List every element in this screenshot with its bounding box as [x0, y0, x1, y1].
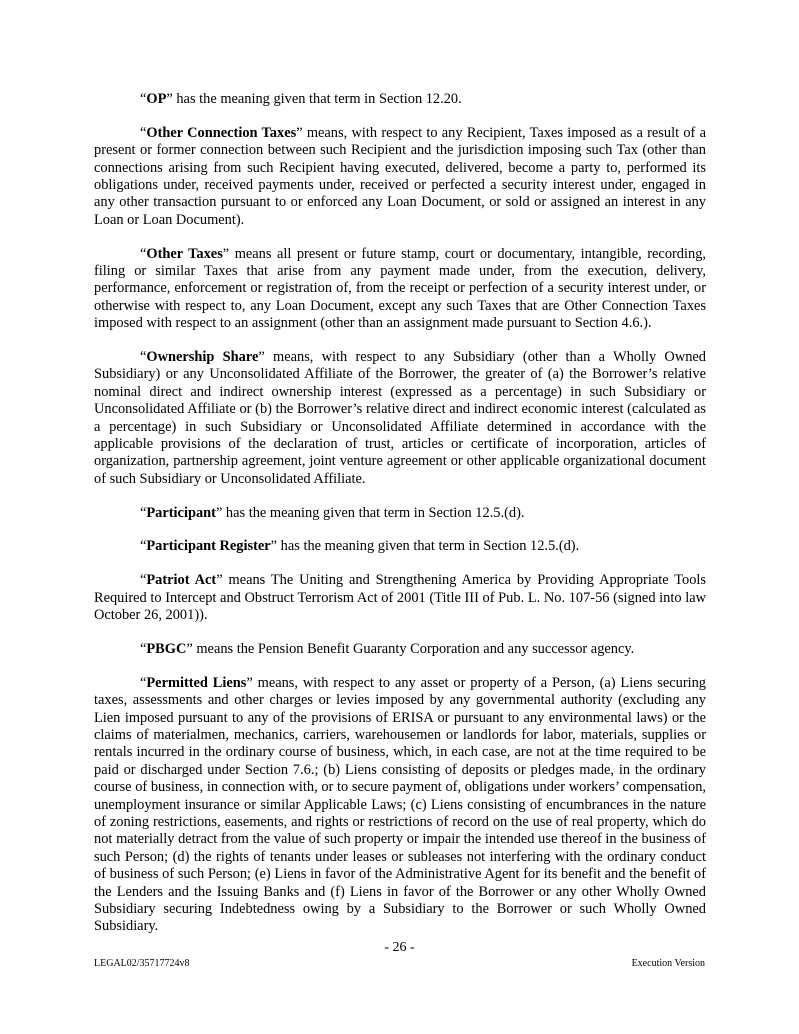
version-label: Execution Version	[631, 958, 705, 969]
definition-participant-register: “Participant Register” has the meaning given that term in Section 12.5.(d).	[140, 538, 580, 555]
definition-ownership-share: “Ownership Share” means, with respect to any Subsidiary (other than a Wholly Owned Subsidiary) or any Unconsolidated Affiliate of the Borrower, the greater of (a) the Borrower’s relative nominal direct and indirect ownership interest (expressed as a percentage) in such Subsidiary or Unconsolidated Affiliate or (b) the Borrower’s relative direct and indirect economic interest (calculated as a percentage) in such Subsidiary or Unconsolidated Affiliate determined in accordance with the applicable provisions of the declaration of trust, articles or certificate of incorporation, articles of organization, partnership agreement, joint venture agreement or other applicable organizational document of such Subsidiary or Unconsolidated Affiliate.	[94, 349, 706, 487]
definition-text: means, with respect to any Subsidiary (other than a Wholly Owned Subsidiary) or any Unconsolidated Affiliate of the Borrower, the greater of (a) the Borrower’s relative nominal direct and indirect ownership interest (expressed as a percentage) in such Subsidiary or Unconsolidated Affiliate or (b) the Borrower’s relative direct and indirect economic interest (calculated as a percentage) in such Subsidiary or Unconsolidated Affiliate determined in accordance with the applicable provisions of the declaration of trust, articles or certificate of incorporation, articles of organization, partnership agreement, joint venture agreement or other applicable organizational document of such Subsidiary or Unconsolidated Affiliate.	[94, 349, 706, 487]
definition-text: means, with respect to any asset or property of a Person, (a) Liens securing taxes, assessments and other charges or levies imposed by any governmental authority (excluding any Lien imposed pursuant to any of the provisions of ERISA or pursuant to any environmental laws) or the claims of materialmen, mechanics, carriers, warehousemen or landlords for labor, materials, supplies or rentals incurred in the ordinary course of business, which, in each case, are not at the time required to be paid or discharged under Section 7.6.; (b) Liens consisting of deposits or pledges made, in the ordinary course of business, in connection with, or to secure payment of, obligations under workers’ compensation, unemployment insurance or similar Applicable Laws; (c) Liens consisting of encumbrances in the nature of zoning restrictions, easements, and rights or restrictions of record on the use of real property, which do not materially detract from the value of such property or impair the intended use thereof in the business of such Person; (d) the rights of tenants under leases or subleases not interfering with the ordinary conduct of business of such Person; (e) Liens in favor of the Administrative Agent for its benefit and the benefit of the Lenders and the Issuing Banks and (f) Liens in favor of the Borrower or any other Wholly Owned Subsidiary securing Indebtedness owing by a Subsidiary to the Borrower or such Wholly Owned Subsidiary.	[94, 674, 706, 935]
defined-term: Permitted Liens	[146, 674, 247, 691]
defined-term: Other Connection Taxes	[146, 124, 297, 141]
definition-other-connection-taxes: “Other Connection Taxes” means, with respect to any Recipient, Taxes imposed as a result of a present or former connection between such Recipient and the jurisdiction imposing such Tax (other than connections arising from such Recipient having executed, delivered, become a party to, performed its obligations under, received payments under, received or perfected a security interest under, engaged in any other transaction pursuant to or enforced any Loan Document, or sold or assigned an interest in any Loan or Loan Document).	[94, 124, 707, 228]
definition-other-taxes: “Other Taxes” means all present or future stamp, court or documentary, intangible, recording, filing or similar Taxes that arise from any payment made under, from the execution, delivery, performance, enforcement or registration of, from the receipt or perfection of a security interest under, or otherwise with respect to, any Loan Document, except any such Taxes that are Other Connection Taxes imposed with respect to an assignment (other than an assignment made pursuant to Section 4.6.).	[94, 245, 706, 332]
definition-text: has the meaning given that term in Section 12.20.	[172, 91, 462, 107]
definition-text: means all present or future stamp, court or documentary, intangible, recording, filing or similar Taxes that arise from any payment made under, from the execution, delivery, performance, enforcement or registration of, from the receipt or perfection of a security interest under, or otherwise with respect to, any Loan Document, except any such Taxes that are Other Connection Taxes imposed with respect to an assignment (other than an assignment made pursuant to Section 4.6.).	[94, 245, 706, 332]
definition-pbgc: “PBGC” means the Pension Benefit Guaranty Corporation and any successor agency.	[140, 640, 635, 657]
defined-term: Other Taxes	[146, 245, 223, 262]
defined-term: PBGC	[146, 640, 187, 657]
definition-text: means, with respect to any Recipient, Taxes imposed as a result of a present or former connection between such Recipient and the jurisdiction imposing such Tax (other than connections arising from such Recipient having executed, delivered, become a party to, performed its obligations under, received payments under, received or perfected a security interest under, engaged in any other transaction pursuant to or enforced any Loan Document, or sold or assigned an interest in any Loan or Loan Document).	[94, 124, 707, 228]
defined-term: Ownership Share	[146, 349, 259, 366]
document-id: LEGAL02/35717724v8	[94, 958, 190, 969]
defined-term: OP	[146, 91, 167, 107]
definition-patriot-act: “Patriot Act” means The Uniting and Strengthening America by Providing Appropriate Tools Required to Intercept and Obstruct Terrorism Act of 2001 (Title III of Pub. L. No. 107-56 (signed into law October 26, 2001)).	[94, 572, 706, 624]
defined-term: Participant	[146, 504, 216, 521]
defined-term: Participant Register	[146, 538, 271, 555]
definition-text: has the meaning given that term in Section 12.5.(d).	[277, 538, 580, 555]
definition-participant: “Participant” has the meaning given that term in Section 12.5.(d).	[140, 504, 525, 521]
page-number: - 26 -	[384, 940, 415, 955]
document-body	[94, 91, 706, 952]
defined-term: Patriot Act	[146, 572, 217, 589]
definition-text: has the meaning given that term in Section 12.5.(d).	[222, 504, 525, 521]
definition-permitted-liens: “Permitted Liens” means, with respect to any asset or property of a Person, (a) Liens securing taxes, assessments and other charges or levies imposed by any governmental authority (excluding any Lien imposed pursuant to any of the provisions of ERISA or pursuant to any environmental laws) or the claims of materialmen, mechanics, carriers, warehousemen or landlords for labor, materials, supplies or rentals incurred in the ordinary course of business, which, in each case, are not at the time required to be paid or discharged under Section 7.6.; (b) Liens consisting of deposits or pledges made, in the ordinary course of business, in connection with, or to secure payment of, obligations under workers’ compensation, unemployment insurance or similar Applicable Laws; (c) Liens consisting of encumbrances in the nature of zoning restrictions, easements, and rights or restrictions of record on the use of real property, which do not materially detract from the value of such property or impair the intended use thereof in the business of such Person; (d) the rights of tenants under leases or subleases not interfering with the ordinary conduct of business of such Person; (e) Liens in favor of the Administrative Agent for its benefit and the benefit of the Lenders and the Issuing Banks and (f) Liens in favor of the Borrower or any other Wholly Owned Subsidiary securing Indebtedness owing by a Subsidiary to the Borrower or such Wholly Owned Subsidiary.	[94, 674, 706, 935]
definition-text: means the Pension Benefit Guaranty Corporation and any successor agency.	[192, 640, 635, 657]
definition-text: means The Uniting and Strengthening America by Providing Appropriate Tools Required to Intercept and Obstruct Terrorism Act of 2001 (Title III of Pub. L. No. 107-56 (signed into law October 26, 2001)).	[94, 572, 706, 624]
definition-op: “OP” has the meaning given that term in Section 12.20.	[140, 91, 462, 107]
